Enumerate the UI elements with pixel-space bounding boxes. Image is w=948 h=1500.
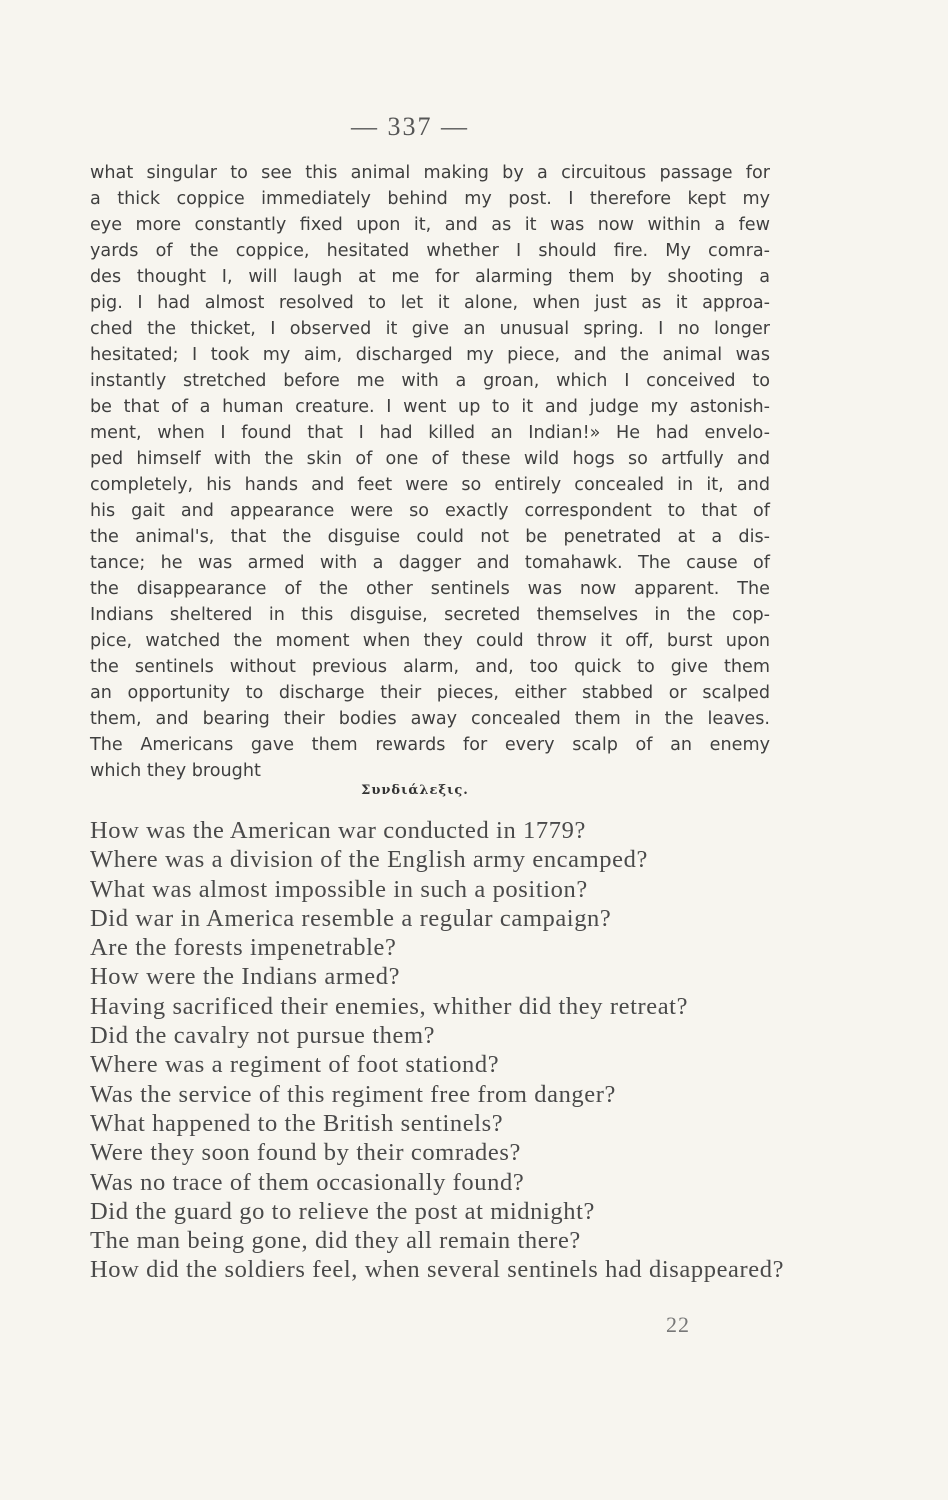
question-item: What happened to the British sentinels? — [90, 1109, 504, 1137]
question-item: Did the guard go to relieve the post at midnight? — [90, 1197, 595, 1225]
body-line: his gait and appearance were so exactly correspondent to that of — [90, 501, 770, 521]
page-number: — 337 — — [351, 112, 469, 141]
question-item: Are the forests impenetrable? — [90, 934, 397, 962]
question-item: How was the American war conducted in 1779? — [90, 817, 586, 844]
body-line: pice, watched the moment when they could throw it off, burst upon — [90, 631, 770, 651]
body-line: an opportunity to discharge their pieces, either stabbed or scalped — [90, 683, 770, 703]
body-line: ment, when I found that I had killed an Indian!» He had envelo- — [90, 423, 770, 443]
body-line: what singular to see this animal making by a circuitous passage for — [90, 163, 770, 183]
question-item: Was the service of this regiment free from danger? — [90, 1080, 616, 1108]
question-item: Having sacrificed their enemies, whither did they retreat? — [90, 992, 689, 1020]
question-item: Where was a regiment of foot stationd? — [90, 1051, 500, 1079]
body-line: instantly stretched before me with a groan, which I conceived to — [90, 371, 770, 391]
body-line: ched the thicket, I observed it give an unusual spring. I no longer — [90, 319, 770, 339]
question-item: What was almost impossible in such a position? — [90, 875, 588, 903]
body-line: ped himself with the skin of one of these wild hogs so artfully and — [90, 449, 770, 469]
body-line: tance; he was armed with a dagger and tomahawk. The cause of — [90, 553, 770, 573]
question-item: The man being gone, did they all remain there? — [90, 1227, 581, 1255]
question-item: Were they soon found by their comrades? — [90, 1139, 521, 1167]
body-line: pig. I had almost resolved to let it alone, when just as it approa- — [90, 293, 770, 313]
body-line: a thick coppice immediately behind my post. I therefore kept my — [90, 189, 770, 209]
question-item: Was no trace of them occasionally found? — [90, 1168, 525, 1196]
body-line: the sentinels without previous alarm, and, too quick to give them — [90, 657, 770, 677]
body-line: yards of the coppice, hesitated whether I should fire. My comra- — [90, 241, 770, 261]
body-line: des thought I, will laugh at me for alarming them by shooting a — [90, 267, 770, 287]
question-list — [90, 816, 790, 1285]
body-line: The Americans gave them rewards for every scalp of an enemy — [90, 735, 770, 755]
body-line: them, and bearing their bodies away concealed them in the leaves. — [90, 709, 770, 729]
section-heading: Συνδιάλεξις. — [361, 783, 469, 798]
body-line: the disappearance of the other sentinels was now apparent. The — [90, 579, 770, 599]
body-line: which they brought — [90, 761, 261, 781]
body-line: hesitated; I took my aim, discharged my piece, and the animal was — [90, 345, 770, 365]
question-item: How did the soldiers feel, when several sentinels had disappeared? — [90, 1256, 785, 1284]
body-line: be that of a human creature. I went up to it and judge my astonish- — [90, 397, 770, 417]
body-paragraph — [90, 160, 770, 784]
question-item: Did the cavalry not pursue them? — [90, 1022, 436, 1050]
body-line: eye more constantly fixed upon it, and as it was now within a few — [90, 215, 770, 235]
signature-mark: 22 — [666, 1312, 690, 1337]
body-line: the animal's, that the disguise could not be penetrated at a dis- — [90, 527, 770, 547]
question-item: Where was a division of the English army encamped? — [90, 846, 648, 874]
question-item: Did war in America resemble a regular campaign? — [90, 904, 612, 932]
question-item: How were the Indians armed? — [90, 963, 401, 991]
body-line: completely, his hands and feet were so entirely concealed in it, and — [90, 475, 770, 495]
body-line: Indians sheltered in this disguise, secreted themselves in the cop- — [90, 605, 770, 625]
